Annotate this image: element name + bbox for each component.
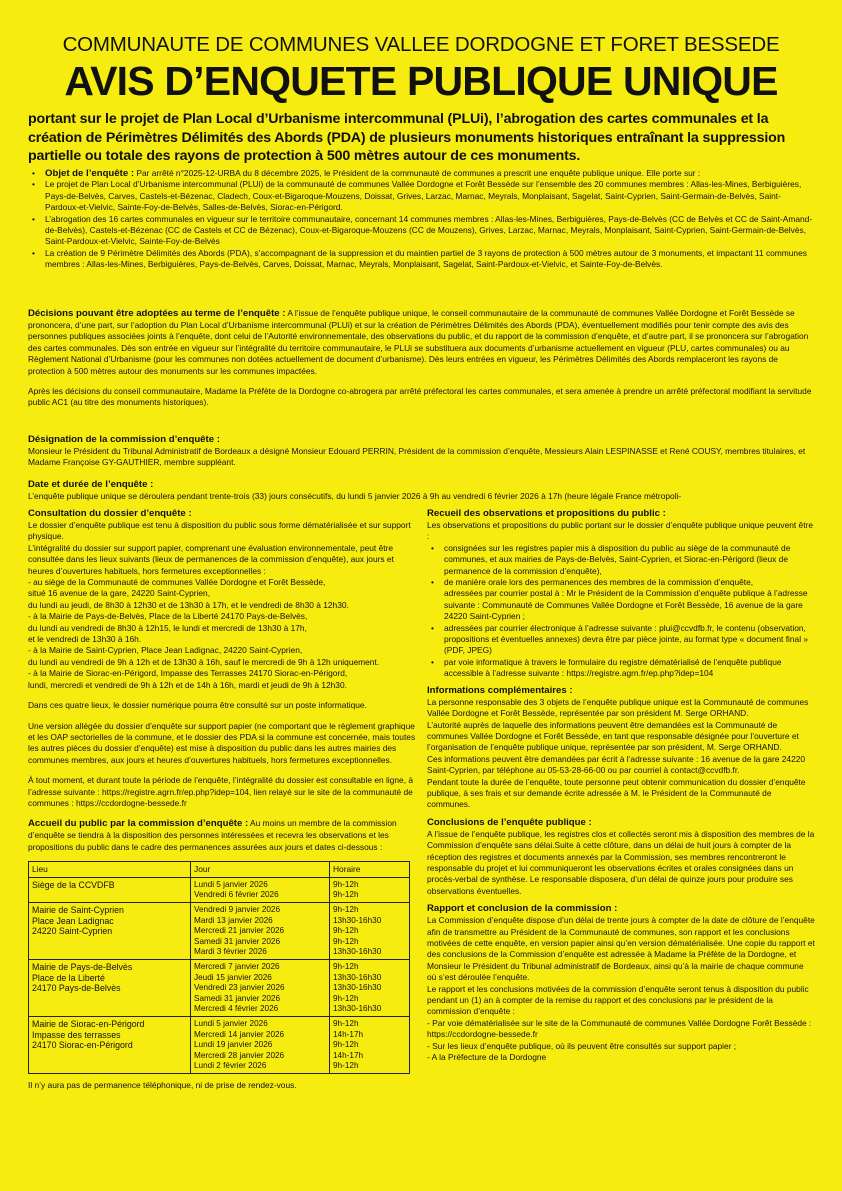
commission-section	[28, 434, 814, 469]
cell-jours: Lundi 5 janvier 2026 Mercredi 14 janvier 2026 Lundi 19 janvier 2026 Mercredi 28 janvier 2026 Lundi 2 février 2026	[191, 1017, 330, 1074]
col-lieu: Lieu	[29, 862, 191, 877]
col-horaire: Horaire	[330, 862, 410, 877]
cell-jours: Mercredi 7 janvier 2026 Jeudi 15 janvier 2026 Vendredi 23 janvier 2026 Samedi 31 janvier 2026 Mercredi 4 février 2026	[191, 960, 330, 1017]
cell-jours: Vendredi 9 janvier 2026 Mardi 13 janvier 2026 Mercredi 21 janvier 2026 Samedi 31 janvier 2026 Mardi 3 février 2026	[191, 903, 330, 960]
cell-lieu: Mairie de Saint-Cyprien Place Jean Ladignac 24220 Saint-Cyprien	[29, 903, 191, 960]
recueil-item: • adressées par courrier électronique à l’adresse suivante : plui@ccvdfb.fr, le contenu (observation, propositions et éventuelles annexes) devra être par pièce jointe, au format type « document final » (PDF, JPEG)	[427, 623, 815, 657]
cell-horaires: 9h-12h 14h-17h 9h-12h 14h-17h 9h-12h	[330, 1017, 410, 1074]
decisions-section	[28, 308, 814, 409]
cell-lieu: Mairie de Pays-de-Belvès Place de la Liberté 24170 Pays-de-Belvès	[29, 960, 191, 1017]
table-row	[29, 877, 410, 903]
consultation-heading: Consultation du dossier d’enquête :	[28, 508, 192, 519]
cell-horaires: 9h-12h 13h30-16h30 13h30-16h30 9h-12h 13h30-16h30	[330, 960, 410, 1017]
conclusions-text: A l’issue de l’enquête publique, les registres clos et collectés seront mis à disposition des membres de la Commission d’enquête sans délai.Suite à cette clôture, dans un délai de huit jours à compter de la réception des registres et documents annexés par la Commission, ses membres rencontreront le responsable du projet et lui communiqueront les observations écrites et orales consignées dans un procès-verbal de synthèse. Le responsable disposera, d’un délai de quinze jours pour produire ses observations éventuelles.	[427, 828, 815, 896]
informations-text: La personne responsable des 3 objets de l’enquête publique unique est la Communauté de communes Vallée Dordogne et Forêt Bessède, représentée par son président M. Serge ORHAND. L’autorité auprès de laquelle des informations peuvent être demandées est la Communauté de communes Vallée Dordogne et Forêt Bessède, en tant que responsable désignée pour l’ouverture et l’organisation de l’enquête publique unique, représentée par son président, M. Serge ORHAND. Ces informations peuvent être demandées par écrit à l’adresse suivante : 16 avenue de la gare 24220 Saint-Cyprien, par téléphone au 05-53-28-66-00 ou par courriel à contact@ccvdfb.fr. Pendant toute la durée de l’enquête, toute personne peut obtenir communication du dossier d’enquête publique, à ses frais et sur demande écrite adressée à M. le Président de la Communauté de communes.	[427, 696, 809, 810]
dates-text: L’enquête publique unique se déroulera pendant trente-trois (33) jours consécutifs, du lundi 5 janvier 2026 à 9h au vendredi 6 février 2026 à 17h (heure légale France métropoli-	[28, 491, 682, 501]
decisions-text: A l’issue de l’enquête publique unique, le conseil communautaire de la communauté de communes Vallée Dordogne et Forêt Bessède se prononcera, d’une part, sur l’adoption du Plan Local d’Urbanisme intercommunal (PLUi) et sur la création de Périmètres Délimités des Abords (PDA), éventuellement modifiés pour tenir compte des avis des personnes publiques associées joints à l’enquête, dont celui de l’Autorité environnementale, des observations du public, et du rapport de la commission d’enquête, et d’autre part, il se prononcera sur l’abrogation des cartes communales. Dès son entrée en vigueur sur l’intégralité du territoire communautaire, le PLUi se substituera aux documents d’urbanisme actuellement en vigueur (PLU, cartes communales) ou au Règlement National d’Urbanisme (pour les communes non dotées actuellement de document d’urbanisme). Dès leurs entrées en vigueur, les Périmètres Délimités des Abords remplaceront les rayons de protection à 500 mètres autour des monuments sur les communes impactées.	[28, 308, 809, 376]
accueil-heading: Accueil du public par la commission d’enquête :	[28, 818, 249, 830]
accueil-text: Au moins un membre de la commission d’enquête se tiendra à la disposition des personnes intéressées et recevra les observations et les propositions du public dans le cadre des permanences assurées aux jours et dates ci-dessous :	[28, 818, 397, 852]
conclusions-heading: Conclusions de l’enquête publique :	[427, 816, 592, 828]
page-title: AVIS D’ENQUETE PUBLIQUE UNIQUE	[64, 58, 778, 104]
decisions-text-2: Après les décisions du conseil communautaire, Madame la Préfète de la Dordogne co-abrogera par arrêté préfectoral les cartes communales, et sera amenée à prendre un arrêté préfectoral modifiant la servitude public AC1 (au titre des monuments historiques).	[28, 386, 812, 408]
objet-item: • La création de 9 Périmètre Délimités des Abords (PDA), s’accompagnant de la suppression et du maintien partiel de 3 rayons de protection à 500 mètres autour de 3 monuments, et impactant 11 communes membres : Allas-les-Mines, Berbiguières, Pays-de-Belvès, Carves, Doissat, Marnac, Meyrals, Monplaisant, Sagelat, Saint-Pardoux-et-Vielvic, et Sainte-Foy-de-Belvès.	[28, 248, 814, 271]
rapport-heading: Rapport et conclusion de la commission :	[427, 903, 618, 915]
recueil-intro: Les observations et propositions du public portant sur le dossier d’enquête publique unique peuvent être :	[427, 520, 813, 542]
consultation-p4: Dans ces quatre lieux, le dossier numérique pourra être consulté sur un poste informatique.	[28, 700, 367, 711]
consultation-locations: - au siège de la Communauté de communes Vallée Dordogne et Forêt Bessède, situé 16 avenue de la gare, 24220 Saint-Cyprien, du lundi au jeudi, de 8h30 à 12h30 et de 13h30 à 17h, et le vendredi de 8h30 à 12h30. - à la Mairie de Pays-de-Belvès, Place de la Liberté 24170 Pays-de-Belvès, du lundi au vendredi de 8h30 à 12h15, le lundi et mercredi de 13h30 à 17h, et le vendredi de 13h30 à 16h. - à la Mairie de Saint-Cyprien, Place Jean Ladignac, 24220 Saint-Cyprien, du lundi au vendredi de 9h à 12h et de 13h30 à 16h, sauf le mercredi de 9h à 12h uniquement. - à la Mairie de Siorac-en-Périgord, Impasse des Terrasses 24170 Siorac-en-Périgord, lundi, mercredi et vendredi de 9h à 12h et de 14h à 16h, mardi et jeudi de 9h à 12h30.	[28, 577, 380, 690]
rapport-text: La Commission d’enquête dispose d’un délai de trente jours à compter de la date de clôture de l’enquête afin de transmettre au Président de la Communauté de communes, son rapport et les conclusions motivées de cette enquête, en version papier ainsi qu’en version dématérialisée. Une copie du rapport et des conclusions de la Commission d’enquête est adressée à Madame la Préfète de la Dordogne, et Monsieur le Président du Tribunal administratif de Bordeaux, ainsi qu’à la mairie de chaque commune où s’est déroulée l’enquête. Le rapport et les conclusions motivées de la commission d’enquête seront tenus à disposition du public pendant un (1) an à compter de la remise du rapport et des conclusions par le président de la commission d’enquête : - Par voie dématérialisée sur le site de la Communauté de communes Vallée Dordogne Forêt Bessède : https://ccdordogne-bessede.fr - Sur les lieux d’enquête publique, où ils peuvent être consultés sur support papier ; - A la Préfecture de la Dordogne	[427, 915, 815, 1063]
cell-horaires: 9h-12h 9h-12h	[330, 877, 410, 903]
decisions-heading: Décisions pouvant être adoptées au terme de l’enquête :	[28, 308, 286, 319]
objet-intro	[28, 168, 814, 179]
commission-text: Monsieur le Président du Tribunal Administratif de Bordeaux a désigné Monsieur Edouard PERRIN, Président de la commission d’enquête, Messieurs Alain LESPINASSE et René COUSY, membres titulaires, et Madame Françoise GY-GAUTHIER, membre suppléant.	[28, 446, 806, 468]
accueil-note: Il n’y aura pas de permanence téléphonique, ni de prise de rendez-vous.	[28, 1080, 297, 1091]
recueil-item: • par voie informatique à travers le formulaire du registre dématérialisé de l’enquête publique accessible à l’adresse suivante : https://registre.agrn.fr/ep.php?idep=104	[427, 657, 815, 680]
cell-lieu: Siège de la CCVDFB	[29, 877, 191, 903]
objet-item: • Le projet de Plan Local d’Urbanisme intercommunal (PLUi) de la communauté de communes Vallée Dordogne et Forêt Bessède sur l’ensemble des 20 communes membres : Allas-les-Mines, Berbiguières, Pays-de-Belvès, Carves, Castels-et-Bézenac, Cladech, Coux-et-Bigaroque-Mouzens, Doissat, Grives, Larzac, Marnac, Meyrals, Monplaisant, Sagelat, Saint-Cyprien, Saint-Germain-de-Belvès, Saint-Pardoux-et-Vielvic, Sainte-Foy-de-Belvès, Salles-de-Belvès, Siorac-en-Périgord.	[28, 179, 814, 213]
recueil-item: • consignées sur les registres papier mis à disposition du public au siège de la communauté de communes, et aux mairies de Pays-de-Belvès, Saint-Cyprien, et Siorac-en-Périgord (lieux de permanence de la commission d’enquête),	[427, 543, 815, 577]
consultation-p5: Une version allégée du dossier d’enquête sur support papier (ne comportant que le règlement graphique et les OAP sectorielles de la commune, et le dossier des PDA si la commune est concernée, mais toutes les autres pièces du dossier d’enquête) est mise à disposition du public dans les autres mairies des communes membres, aux jours et heures d’ouvertures habituels, hors fermetures exceptionnelles.	[28, 720, 416, 765]
page-subtitle: portant sur le projet de Plan Local d’Urbanisme intercommunal (PLUi), l’abrogation des cartes communales et la création de Périmètres Délimités des Abords (PDA) de plusieurs monuments historiques entraînant la suppression partielle ou totale des rayons de protection à 500 mètres autour de ces monuments.	[28, 111, 786, 164]
objet-item: • L’abrogation des 16 cartes communales en vigueur sur le territoire communautaire, concernant 14 communes membres : Allas-les-Mines, Berbiguières, Pays-de-Belvès (CC de Belvès et CC de Saint-Amand-de-Belvès), Castels-et-Bézenac (CC de Castels et CC de Bézenac), Coux-et-Bigaroque-Mouzens (CC de Mouzens), Grives, Larzac, Marnac, Meyrals, Monplaisant, Saint-Cyprien, Saint-Germain-de-Belvès, Saint-Pardoux-et-Vielvic, Sainte-Foy-de-Belvès	[28, 214, 814, 248]
col-jour: Jour	[191, 862, 330, 877]
informations-heading: Informations complémentaires :	[427, 684, 573, 696]
organisation-name: COMMUNAUTE DE COMMUNES VALLEE DORDOGNE ET FORET BESSEDE	[62, 33, 780, 56]
commission-heading: Désignation de la commission d’enquête :	[28, 434, 220, 445]
consultation-p1: Le dossier d’enquête publique est tenu à disposition du public sous forme dématérialisée et sur support physique.	[28, 520, 411, 542]
table-row	[29, 903, 410, 960]
cell-horaires: 9h-12h 13h30-16h30 9h-12h 9h-12h 13h30-16h30	[330, 903, 410, 960]
objet-heading: Objet de l’enquête :	[45, 168, 135, 179]
consultation-p2: L’intégralité du dossier sur support papier, comprenant une évaluation environnementale, peut être consultée dans les lieux suivants (lieux de permanences de la commission d’enquête), aux jours et heures d’ouvertures habituels, hors fermetures exceptionnelles :	[28, 542, 394, 576]
objet-section	[28, 168, 814, 271]
objet-intro-text: Par arrêté n°2025-12-URBA du 8 décembre 2025, le Président de la communauté de communes a prescrit une enquête publique unique. Elle porte sur :	[136, 168, 701, 178]
dates-heading: Date et durée de l’enquête :	[28, 479, 154, 490]
cell-lieu: Mairie de Siorac-en-Périgord Impasse des terrasses 24170 Siorac-en-Périgord	[29, 1017, 191, 1074]
right-column	[427, 508, 815, 1063]
permanences-table	[28, 861, 410, 1074]
table-row	[29, 960, 410, 1017]
table-header-row	[29, 862, 410, 877]
consultation-p6: À tout moment, et durant toute la période de l’enquête, l’intégralité du dossier est consultable en ligne, à l’adresse suivante : https://registre.agrn.fr/ep.php?idep=104, lien relayé sur le site de la communauté de communes : https://ccdordogne-bessede.fr	[28, 775, 414, 808]
left-column	[28, 508, 416, 1092]
recueil-heading: Recueil des observations et propositions du public :	[427, 508, 666, 519]
dates-section	[28, 479, 818, 502]
cell-jours: Lundi 5 janvier 2026 Vendredi 6 février 2026	[191, 877, 330, 903]
recueil-item: • de manière orale lors des permanences des membres de la commission d’enquête, adressées par courrier postal à : Mr le Président de la Commission d’enquête publique à l’adresse suivante : Communauté de Communes Vallée Dordogne et Forêt Bessède, 16 avenue de la gare 24220 Saint-Cyprien ;	[427, 577, 815, 623]
table-row	[29, 1017, 410, 1074]
